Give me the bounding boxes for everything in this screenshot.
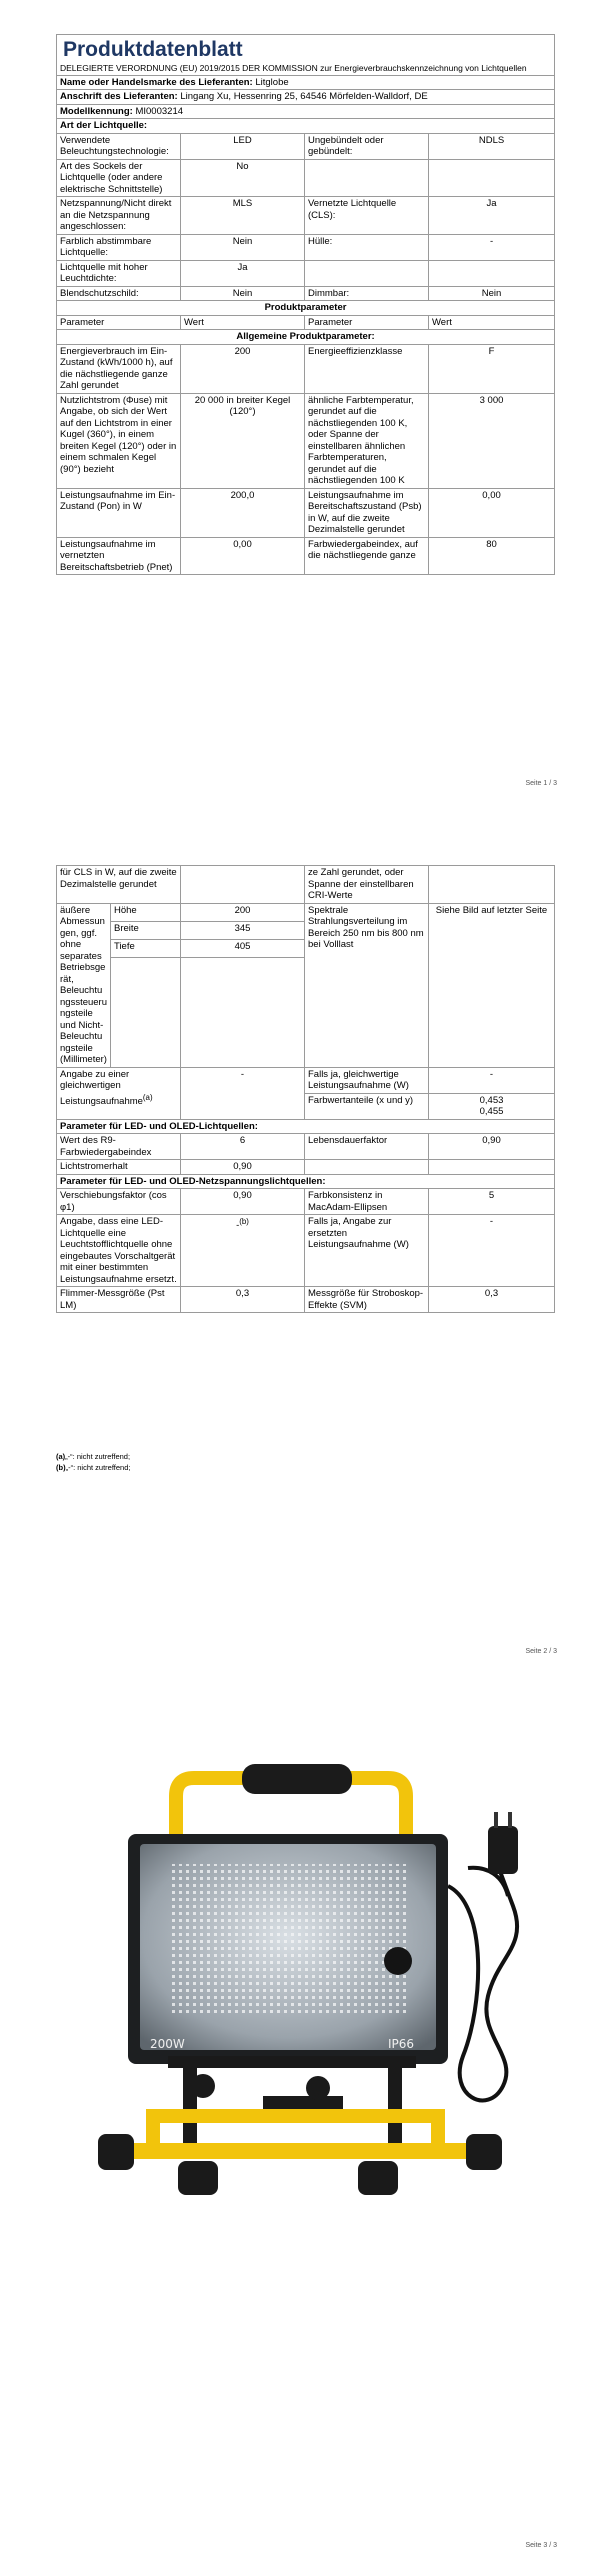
datasheet-table-page-1	[56, 34, 555, 575]
energy-consumption-value: 200	[181, 344, 305, 393]
document-subtitle: DELEGIERTE VERORDNUNG (EU) 2019/2015 DER KOMMISSION zur Energieverbrauchskennzeichnung von Lichtquellen	[60, 63, 527, 73]
empty-cell	[429, 866, 555, 904]
stand-foot	[178, 2161, 218, 2195]
spectral-label: Spektrale Strahlungsverteilung im Bereich 250 nm bis 800 nm bei Volllast	[305, 903, 429, 1067]
survival-factor-label: Lebensdauerfaktor	[305, 1134, 429, 1160]
equivalent-power-label: Falls ja, gleichwertige Leistungsaufnahme (W)	[305, 1067, 429, 1093]
stand-foot	[98, 2134, 134, 2170]
supplier-address-row	[57, 90, 555, 105]
fluorescent-replacement-value: -$^{(b)}$	[181, 1215, 305, 1287]
floodlight-product-photo	[58, 1756, 545, 2208]
footnote-b: (b)„-“: nicht zutreffend;	[56, 1463, 131, 1472]
dimensions-label: äußere Abmessungen, ggf. ohne separates Betriebsgerät, Beleuchtungssteuerungsteile und Nicht-Beleuchtungsteile (Millimeter)	[57, 903, 111, 1067]
col-header-param: Parameter	[305, 315, 429, 330]
page-2	[0, 853, 603, 1706]
cct-label: ähnliche Farbtemperatur, gerundet auf die nächstliegenden 100 K, oder Spanne der einstellbaren ähnlichen Farbtemperaturen, gerundet auf die nächstliegenden 100 K	[305, 393, 429, 488]
networked-standby-label-cont: für CLS in W, auf die zweite Dezimalstelle gerundet	[57, 866, 181, 904]
displacement-factor-label: Verschiebungsfaktor (cos φ1)	[57, 1189, 181, 1215]
tech-value: LED	[181, 133, 305, 159]
networked-standby-value: 0,00	[181, 537, 305, 575]
supplier-name-row	[57, 75, 555, 90]
replaced-power-label: Falls ja, Angabe zur ersetzten Leistungsaufnahme (W)	[305, 1215, 429, 1287]
cap-type-value: No	[181, 159, 305, 197]
energy-class-label: Energieeffizienzklasse	[305, 344, 429, 393]
directional-value: NDLS	[429, 133, 555, 159]
mains-led-params-heading: Parameter für LED- und OLED-Netzspannungslichtquellen:	[57, 1174, 555, 1189]
page-number: Seite 1 / 3	[525, 780, 557, 787]
cls-value: Ja	[429, 197, 555, 235]
empty-cell	[305, 1160, 429, 1175]
lumen-maintenance-value: 0,90	[181, 1160, 305, 1175]
plug-icon	[488, 1826, 518, 1874]
macadam-value: 5	[429, 1189, 555, 1215]
directional-label: Ungebündelt oder gebündelt:	[305, 133, 429, 159]
title-cell	[57, 35, 555, 76]
survival-factor-value: 0,90	[429, 1134, 555, 1160]
tunable-label: Farblich abstimmbare Lichtquelle:	[57, 234, 181, 260]
r9-value: 6	[181, 1134, 305, 1160]
supplier-address: Lingang Xu, Hessenring 25, 64546 Mörfelden-Walldorf, DE	[180, 91, 428, 102]
stroboscopic-label: Messgröße für Stroboskop-Effekte (SVM)	[305, 1287, 429, 1313]
tech-label: Verwendete Beleuchtungstechnologie:	[57, 133, 181, 159]
mains-label: Netzspannung/Nicht direkt an die Netzspannung angeschlossen:	[57, 197, 181, 235]
equivalent-power-claim-label: Angabe zu einer gleichwertigen Leistungsaufnahme$^{(a)}$	[57, 1067, 181, 1119]
side-knob	[384, 1947, 412, 1975]
empty-cell	[111, 957, 181, 1067]
spectral-value: Siehe Bild auf letzter Seite	[429, 903, 555, 1067]
page-number: Seite 2 / 3	[525, 1648, 557, 1655]
height-value: 200	[181, 903, 305, 921]
depth-label: Tiefe	[111, 939, 181, 957]
equivalent-power-value: -	[429, 1067, 555, 1093]
width-value: 345	[181, 921, 305, 939]
high-luminance-value: Ja	[181, 260, 305, 286]
ip-rating-label: IP66	[388, 2037, 415, 2051]
dimmable-label: Dimmbar:	[305, 286, 429, 301]
mains-value: MLS	[181, 197, 305, 235]
model-id: MI0003214	[135, 105, 184, 117]
depth-value: 405	[181, 939, 305, 957]
stand-foot	[466, 2134, 502, 2170]
page-3	[0, 1706, 603, 2559]
general-params-heading: Allgemeine Produktparameter:	[57, 330, 555, 345]
empty-cell	[305, 159, 429, 197]
datasheet-table-page-2	[56, 865, 555, 1313]
anti-glare-label: Blendschutzschild:	[57, 286, 181, 301]
cri-value: 80	[429, 537, 555, 575]
envelope-label: Hülle:	[305, 234, 429, 260]
r9-label: Wert des R9-Farbwiedergabeindex	[57, 1134, 181, 1160]
empty-cell	[429, 1160, 555, 1175]
product-params-heading: Produktparameter	[57, 301, 555, 316]
footnote-a: (a)„-“: nicht zutreffend;	[56, 1452, 131, 1461]
empty-cell	[181, 866, 305, 904]
supplier-address-label: Anschrift des Lieferanten:	[60, 91, 178, 102]
standby-power-value: 0,00	[429, 488, 555, 537]
stroboscopic-value: 0,3	[429, 1287, 555, 1313]
useful-flux-label: Nutzlichtstrom (Φuse) mit Angabe, ob sich der Wert auf den Lichtstrom in einer Kugel (360°), in einem breiten Kegel (120°) oder in einem schmalen Kegel (90°) bezieht	[57, 393, 181, 488]
cri-label: Farbwiedergabeindex, auf die nächstliegende ganze	[305, 537, 429, 575]
page-number: Seite 3 / 3	[525, 2542, 557, 2549]
power-rating-label: 200W	[150, 2037, 185, 2051]
col-header-param: Parameter	[57, 315, 181, 330]
empty-cell	[429, 159, 555, 197]
supplier-name-label: Name oder Handelsmarke des Lieferanten:	[60, 76, 253, 88]
empty-cell	[305, 260, 429, 286]
standby-power-label: Leistungsaufnahme im Bereitschaftszustand (Psb) in W, auf die zweite Dezimalstelle gerundet	[305, 488, 429, 537]
dimmable-value: Nein	[429, 286, 555, 301]
on-mode-power-label: Leistungsaufnahme im Ein-Zustand (Pon) in W	[57, 488, 181, 537]
empty-cell	[429, 260, 555, 286]
model-row	[57, 104, 555, 119]
width-label: Breite	[111, 921, 181, 939]
energy-class-value: F	[429, 344, 555, 393]
cct-value: 3 000	[429, 393, 555, 488]
light-source-type-heading: Art der Lichtquelle:	[57, 119, 555, 134]
equivalent-power-claim-value: -	[181, 1067, 305, 1119]
high-luminance-label: Lichtquelle mit hoher Leuchtdichte:	[57, 260, 181, 286]
supplier-name: Litglobe	[255, 76, 289, 88]
footnotes	[56, 1451, 130, 1473]
height-label: Höhe	[111, 903, 181, 921]
chromaticity-y: 0,455	[479, 1106, 504, 1117]
anti-glare-value: Nein	[181, 286, 305, 301]
handle-grip	[242, 1764, 352, 1794]
tunable-value: Nein	[181, 234, 305, 260]
replaced-power-value: -	[429, 1215, 555, 1287]
empty-cell	[181, 957, 305, 1067]
cls-label: Vernetzte Lichtquelle (CLS):	[305, 197, 429, 235]
chromaticity-x: 0,453	[479, 1094, 504, 1106]
col-header-value: Wert	[429, 315, 555, 330]
flicker-value: 0,3	[181, 1287, 305, 1313]
displacement-factor-value: 0,90	[181, 1189, 305, 1215]
col-header-value: Wert	[181, 315, 305, 330]
cri-label-cont: ze Zahl gerundet, oder Spanne der einstellbaren CRI-Werte	[305, 866, 429, 904]
energy-consumption-label: Energieverbrauch im Ein-Zustand (kWh/1000 h), auf die nächstliegende ganze Zahl gerundet	[57, 344, 181, 393]
cap-type-label: Art des Sockels der Lichtquelle (oder andere elektrische Schnittstelle)	[57, 159, 181, 197]
useful-flux-value: 20 000 in breiter Kegel (120°)	[181, 393, 305, 488]
document-title: Produktdatenblatt	[63, 38, 243, 61]
on-mode-power-value: 200,0	[181, 488, 305, 537]
led-params-heading: Parameter für LED- und OLED-Lichtquellen:	[57, 1119, 555, 1134]
envelope-value: -	[429, 234, 555, 260]
flicker-label: Flimmer-Messgröße (Pst LM)	[57, 1287, 181, 1313]
stand-foot	[358, 2161, 398, 2195]
power-cable	[448, 1866, 517, 2100]
fluorescent-replacement-label: Angabe, dass eine LED-Lichtquelle eine Leuchtstofflichtquelle ohne eingebautes Vorschaltgerät mit einer bestimmten Leistungsaufnahme ersetzt.	[57, 1215, 181, 1287]
model-label: Modellkennung:	[60, 105, 133, 117]
chromaticity-value	[429, 1093, 555, 1119]
macadam-label: Farbkonsistenz in MacAdam-Ellipsen	[305, 1189, 429, 1215]
lumen-maintenance-label: Lichtstromerhalt	[57, 1160, 181, 1175]
page-1	[0, 0, 603, 853]
networked-standby-label: Leistungsaufnahme im vernetzten Bereitschaftsbetrieb (Pnet)	[57, 537, 181, 575]
chromaticity-label: Farbwertanteile (x und y)	[305, 1093, 429, 1119]
